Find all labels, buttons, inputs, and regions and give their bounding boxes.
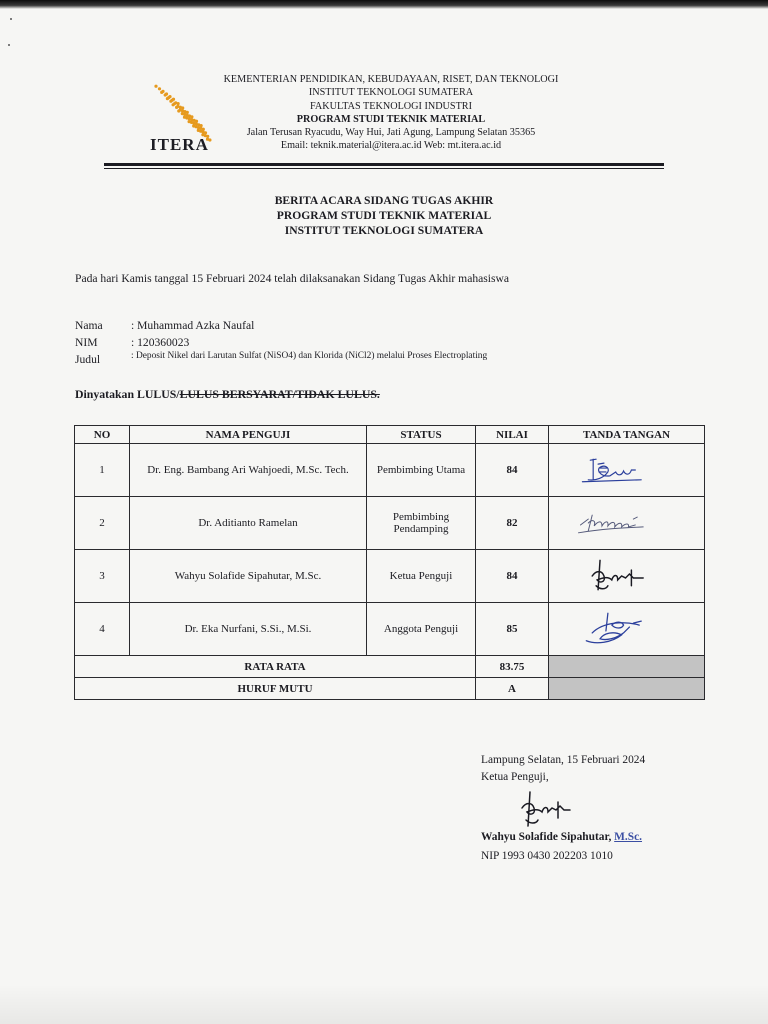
title-line-2: PROGRAM STUDI TEKNIK MATERIAL [276,208,492,222]
closing-place-date: Lampung Selatan, 15 Februari 2024 [481,754,646,766]
nim-label: NIM [75,336,98,349]
letterhead-rule-thin [104,168,664,169]
average-label: RATA RATA [75,656,476,678]
intro-paragraph: Pada hari Kamis tanggal 15 Februari 2024 telah dilaksanakan Sidang Tugas Akhir mahasiswa [75,272,510,285]
signature-cell [549,444,705,497]
chair-signature-image [512,790,572,834]
row-no: 2 [75,497,130,550]
signature-image [553,450,700,490]
title-line-1: BERITA ACARA SIDANG TUGAS AKHIR [274,194,494,207]
title-line-3: INSTITUT TEKNOLOGI SUMATERA [284,223,484,237]
document-title [184,194,584,238]
logo-text: ITERA [150,135,209,154]
signer-nip: NIP 1993 0430 202203 1010 [481,850,613,862]
header-name: NAMA PENGUJI [130,426,367,444]
row-status: Anggota Penguji [367,603,476,656]
verdict-prefix: Dinyatakan LULUS/ [75,387,180,401]
signature-image [553,609,700,649]
table-row [75,497,705,550]
verdict-struck: LULUS BERSYARAT/TIDAK LULUS. [179,387,380,401]
letterhead [196,73,586,153]
scan-bottom-shade [0,984,768,1024]
header-signature: TANDA TANGAN [549,426,705,444]
table-row [75,444,705,497]
row-status: Pembimbing Utama [367,444,476,497]
signer-name-line [481,831,642,843]
row-status: Ketua Penguji [367,550,476,603]
ministry-line: KEMENTERIAN PENDIDIKAN, KEBUDAYAAN, RISET, DAN TEKNOLOGI [223,74,559,85]
signature-cell [549,550,705,603]
table-row [75,603,705,656]
address-line: Jalan Terusan Ryacudu, Way Hui, Jati Agung, Lampung Selatan 35365 [246,127,536,139]
table-row [75,550,705,603]
row-no: 4 [75,603,130,656]
shaded-cell [549,656,705,678]
shaded-cell [549,678,705,700]
table-header [75,426,705,444]
institute-line: INSTITUT TEKNOLOGI SUMATERA [308,87,474,99]
nim-value: : 120360023 [131,336,190,349]
average-row [75,656,705,678]
header-no: NO [75,426,130,444]
row-score: 84 [476,444,549,497]
verdict [75,387,380,402]
closing-role: Ketua Penguji, [481,771,549,783]
signature-image [553,556,700,596]
thesis-title-value: : Deposit Nikel dari Larutan Sulfat (NiSO4) dan Klorida (NiCl2) melalui Proses Electroplating [131,351,488,361]
letterhead-rule-thick [104,163,664,166]
grade-value: A [476,678,549,700]
row-score: 85 [476,603,549,656]
program-line: PROGRAM STUDI TEKNIK MATERIAL [296,113,486,125]
signature-cell [549,497,705,550]
signer-degree: M.Sc. [614,831,643,843]
row-no: 3 [75,550,130,603]
row-status: Pembimbing Pendamping [367,497,476,550]
name-value: : Muhammad Azka Naufal [131,319,255,332]
examiner-table [74,425,705,700]
contact-line: Email: teknik.material@itera.ac.id Web: mt.itera.ac.id [280,140,502,152]
row-no: 1 [75,444,130,497]
average-value: 83.75 [476,656,549,678]
row-name: Dr. Eka Nurfani, S.Si., M.Si. [130,603,367,656]
header-status: STATUS [367,426,476,444]
row-name: Dr. Aditianto Ramelan [130,497,367,550]
grade-label: HURUF MUTU [75,678,476,700]
name-label: Nama [75,319,103,332]
thesis-title-label: Judul [75,353,101,366]
grade-row [75,678,705,700]
row-score: 84 [476,550,549,603]
scan-top-edge [0,0,768,9]
signature-cell [549,603,705,656]
row-name: Wahyu Solafide Sipahutar, M.Sc. [130,550,367,603]
row-name: Dr. Eng. Bambang Ari Wahjoedi, M.Sc. Tech. [130,444,367,497]
faculty-line: FAKULTAS TEKNOLOGI INDUSTRI [310,100,472,112]
row-score: 82 [476,497,549,550]
signer-name: Wahyu Solafide Sipahutar, [481,831,612,843]
signature-image [553,503,700,543]
header-score: NILAI [476,426,549,444]
scan-speck [8,44,10,46]
scan-speck [10,18,12,20]
